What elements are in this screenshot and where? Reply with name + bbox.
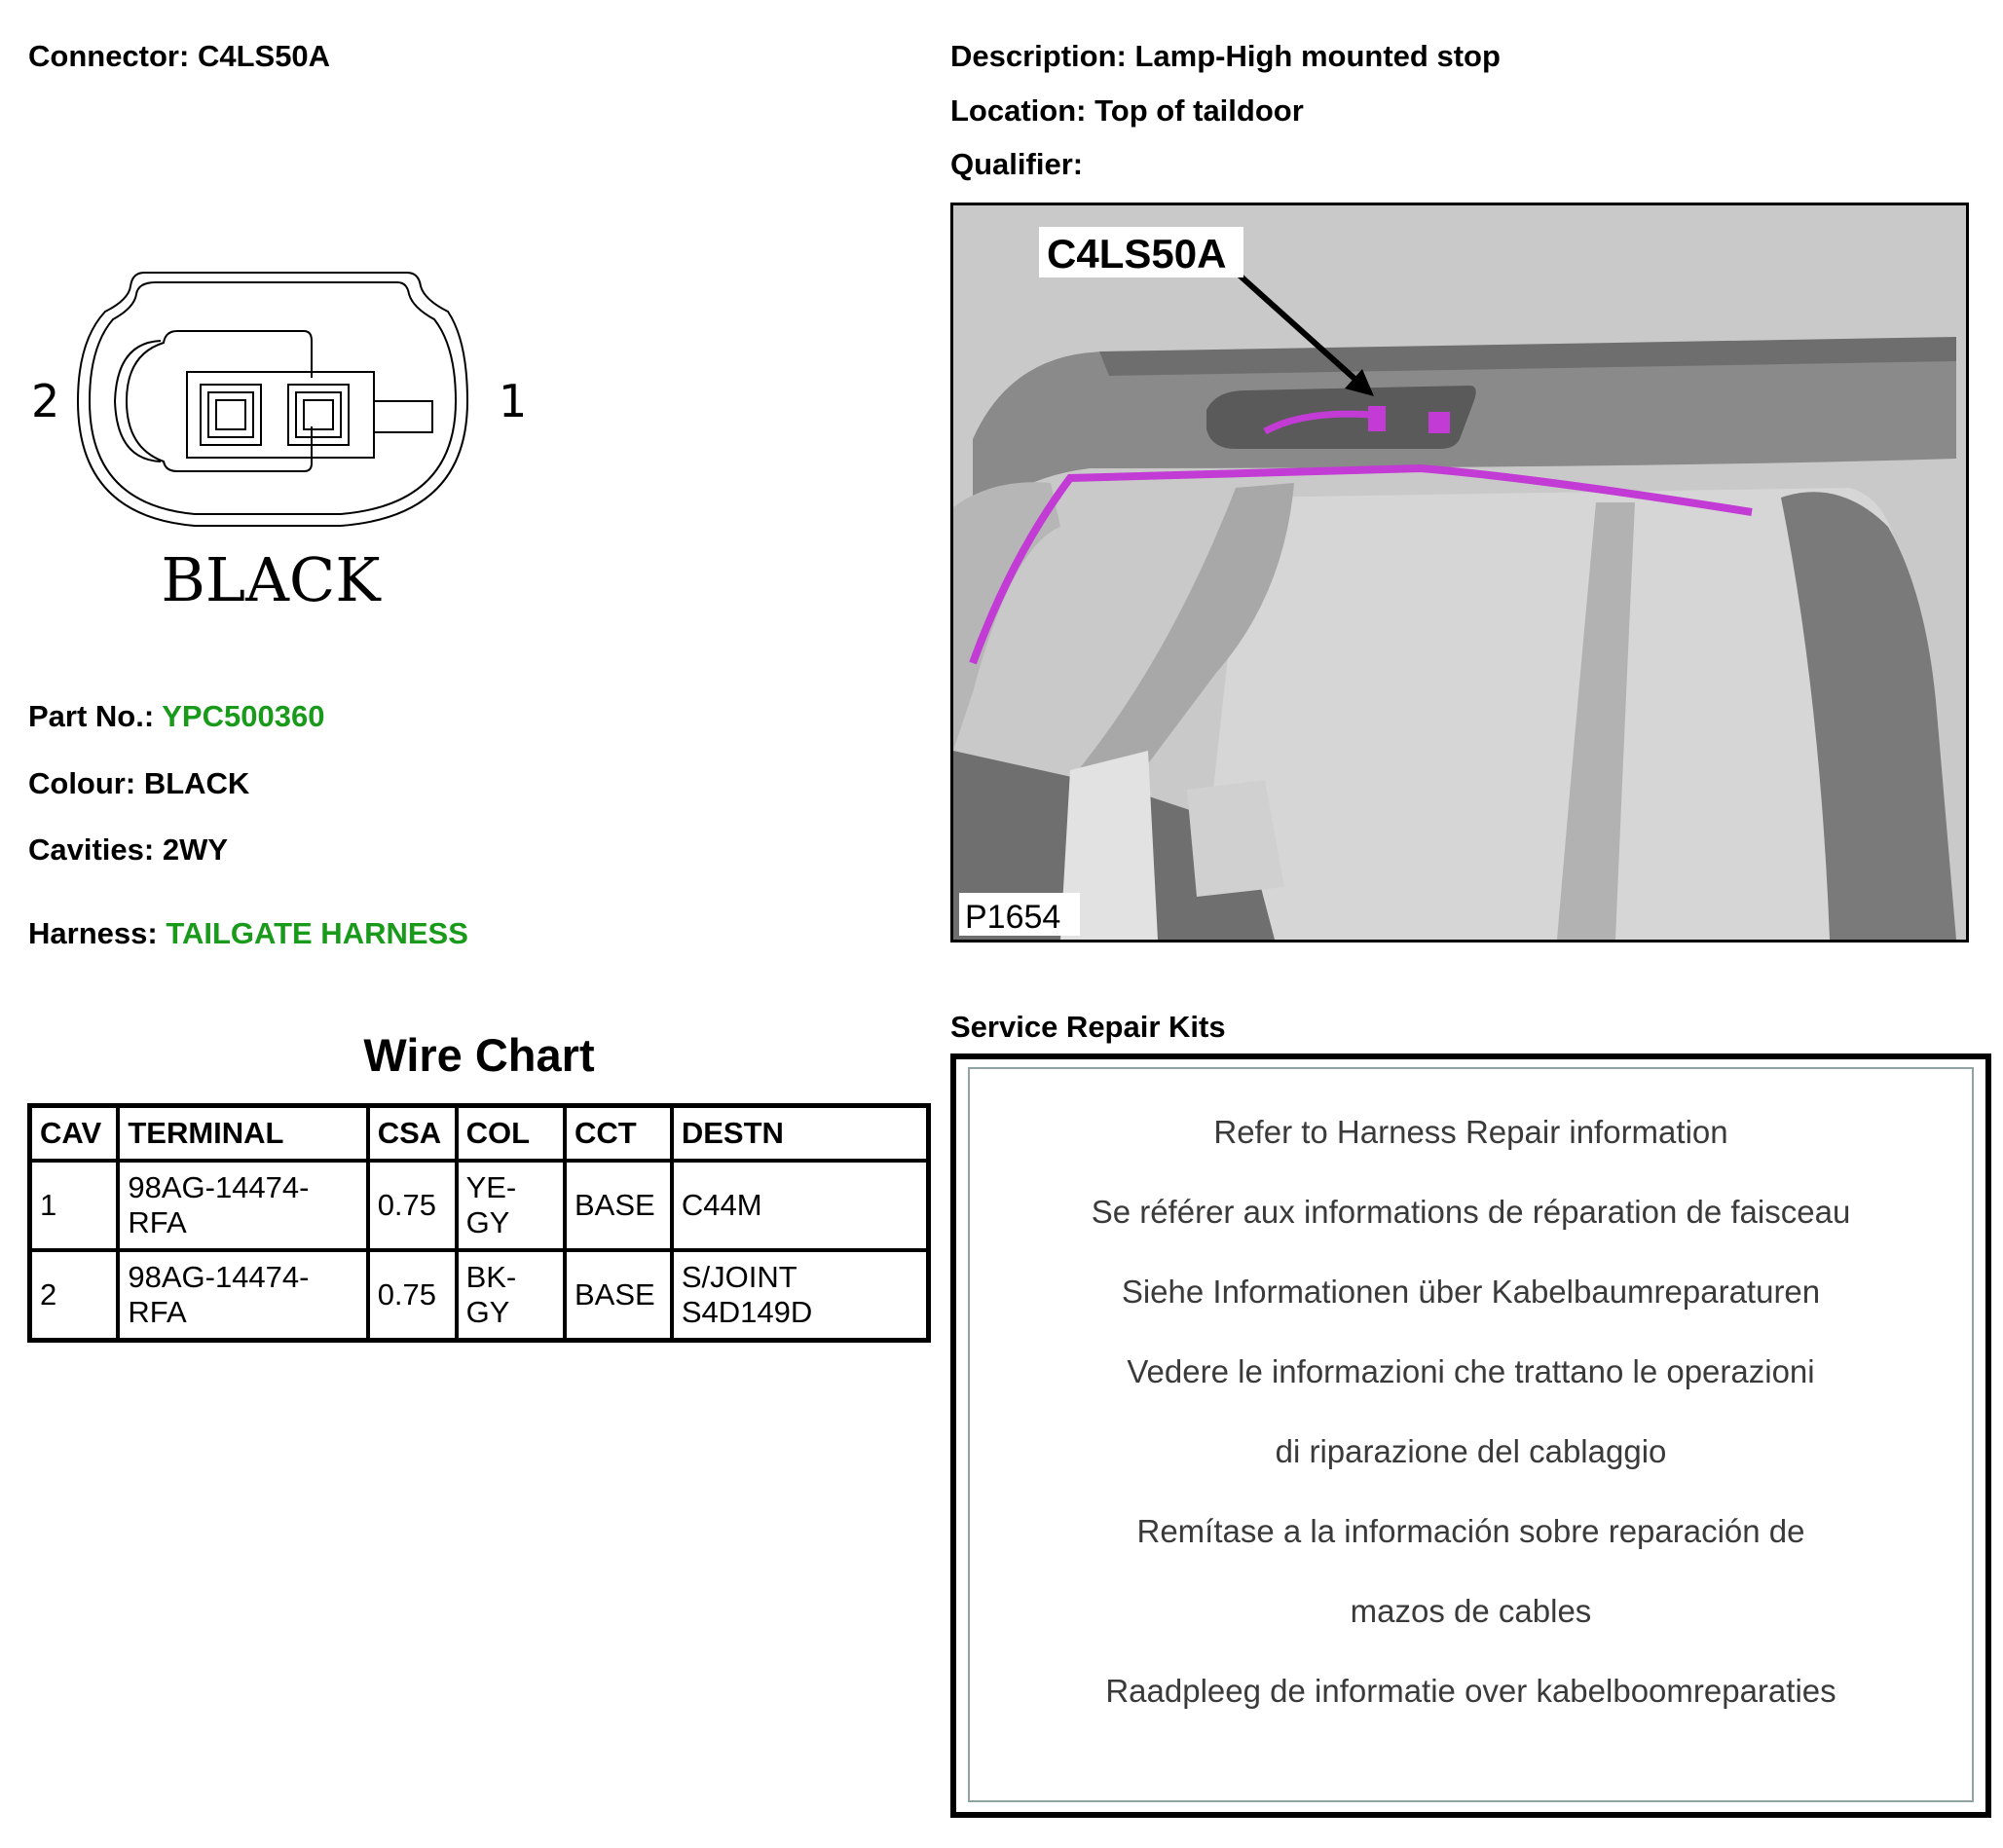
col-cell	[457, 1161, 565, 1250]
header-destn: DESTN	[672, 1106, 929, 1162]
description-label: Description:	[950, 39, 1127, 73]
header-cav: CAV	[30, 1106, 119, 1162]
table-row	[30, 1161, 929, 1250]
cavities-field	[28, 832, 228, 868]
location-field	[950, 93, 1304, 129]
wire-chart-header-row	[30, 1106, 929, 1162]
photo-ref-label: P1654	[965, 899, 1061, 936]
colour-value: BLACK	[143, 766, 250, 800]
connector-plug	[1368, 406, 1386, 431]
tailgate-illustration	[953, 205, 1966, 940]
header-csa: CSA	[368, 1106, 457, 1162]
header-terminal: TERMINAL	[118, 1106, 367, 1162]
col-line: GY	[465, 1205, 510, 1239]
connector-value: C4LS50A	[197, 39, 331, 73]
colour-label: Colour:	[28, 766, 136, 800]
pin-label-1: 1	[499, 375, 528, 427]
repair-info-line: Siehe Informationen über Kabelbaumreparaturen	[1121, 1274, 1821, 1310]
qualifier-field	[950, 147, 1083, 182]
cct-cell: BASE	[565, 1250, 672, 1341]
destn-line: C44M	[681, 1188, 762, 1222]
terminal-cell	[118, 1250, 367, 1341]
repair-info-line: di riparazione del cablaggio	[1275, 1433, 1667, 1469]
connector-label: Connector:	[28, 39, 190, 73]
qualifier-label: Qualifier:	[950, 147, 1084, 181]
wire-chart-table	[27, 1103, 931, 1343]
cavities-label: Cavities:	[28, 832, 155, 867]
photo-callout-label: C4LS50A	[1047, 231, 1227, 277]
cct-cell: BASE	[565, 1161, 672, 1250]
repair-info-line: mazos de cables	[1350, 1593, 1592, 1629]
repair-info-line: Remítase a la información sobre reparación de	[1136, 1513, 1805, 1549]
colour-field	[28, 766, 249, 801]
location-value: Top of taildoor	[1094, 93, 1304, 128]
diagram-colour-text: BLACK	[161, 544, 381, 615]
header-cct: CCT	[565, 1106, 672, 1162]
cavities-value: 2WY	[162, 832, 229, 867]
repair-info-line: Refer to Harness Repair information	[1213, 1114, 1728, 1150]
col-line: BK-	[465, 1260, 517, 1294]
destn-cell	[672, 1250, 929, 1341]
location-label: Location:	[950, 93, 1087, 128]
repair-info-line: Raadpleeg de informatie over kabelboomreparaties	[1105, 1673, 1836, 1709]
pin-label-2: 2	[31, 375, 60, 427]
service-repair-box	[950, 1053, 1991, 1818]
destn-line: S4D149D	[681, 1295, 813, 1329]
part-number-field	[28, 699, 324, 734]
repair-info-line: Se référer aux informations de réparation de faisceau	[1091, 1194, 1851, 1230]
wire-chart-title: Wire Chart	[363, 1029, 595, 1081]
header-col: COL	[457, 1106, 565, 1162]
csa-cell: 0.75	[368, 1161, 457, 1250]
table-row	[30, 1250, 929, 1341]
csa-cell: 0.75	[368, 1250, 457, 1341]
part-number-label: Part No.:	[28, 699, 155, 733]
service-repair-title: Service Repair Kits	[950, 1010, 1226, 1044]
harness-link[interactable]: TAILGATE HARNESS	[166, 916, 468, 950]
col-line: GY	[465, 1295, 510, 1329]
cav-cell: 1	[30, 1161, 119, 1250]
col-cell	[457, 1250, 565, 1341]
harness-field	[28, 916, 468, 951]
destn-line: S/JOINT	[681, 1260, 797, 1294]
description-value: Lamp-High mounted stop	[1134, 39, 1501, 73]
description-field	[950, 39, 1501, 74]
terminal-line: 98AG-14474-	[128, 1170, 310, 1204]
location-photo	[950, 203, 1969, 942]
terminal-cell	[118, 1161, 367, 1250]
connector-face-diagram	[19, 253, 545, 623]
col-line: YE-	[465, 1170, 517, 1204]
terminal-line: 98AG-14474-	[128, 1260, 310, 1294]
terminal-line: RFA	[128, 1295, 187, 1329]
harness-label: Harness:	[28, 916, 158, 950]
repair-info-line: Vedere le informazioni che trattano le operazioni	[1127, 1353, 1815, 1389]
terminal-line: RFA	[128, 1205, 187, 1239]
destn-cell	[672, 1161, 929, 1250]
cav-cell: 2	[30, 1250, 119, 1341]
connector-field	[28, 39, 330, 74]
service-repair-inner-frame	[968, 1067, 1974, 1802]
part-number-link[interactable]: YPC500360	[162, 699, 325, 733]
